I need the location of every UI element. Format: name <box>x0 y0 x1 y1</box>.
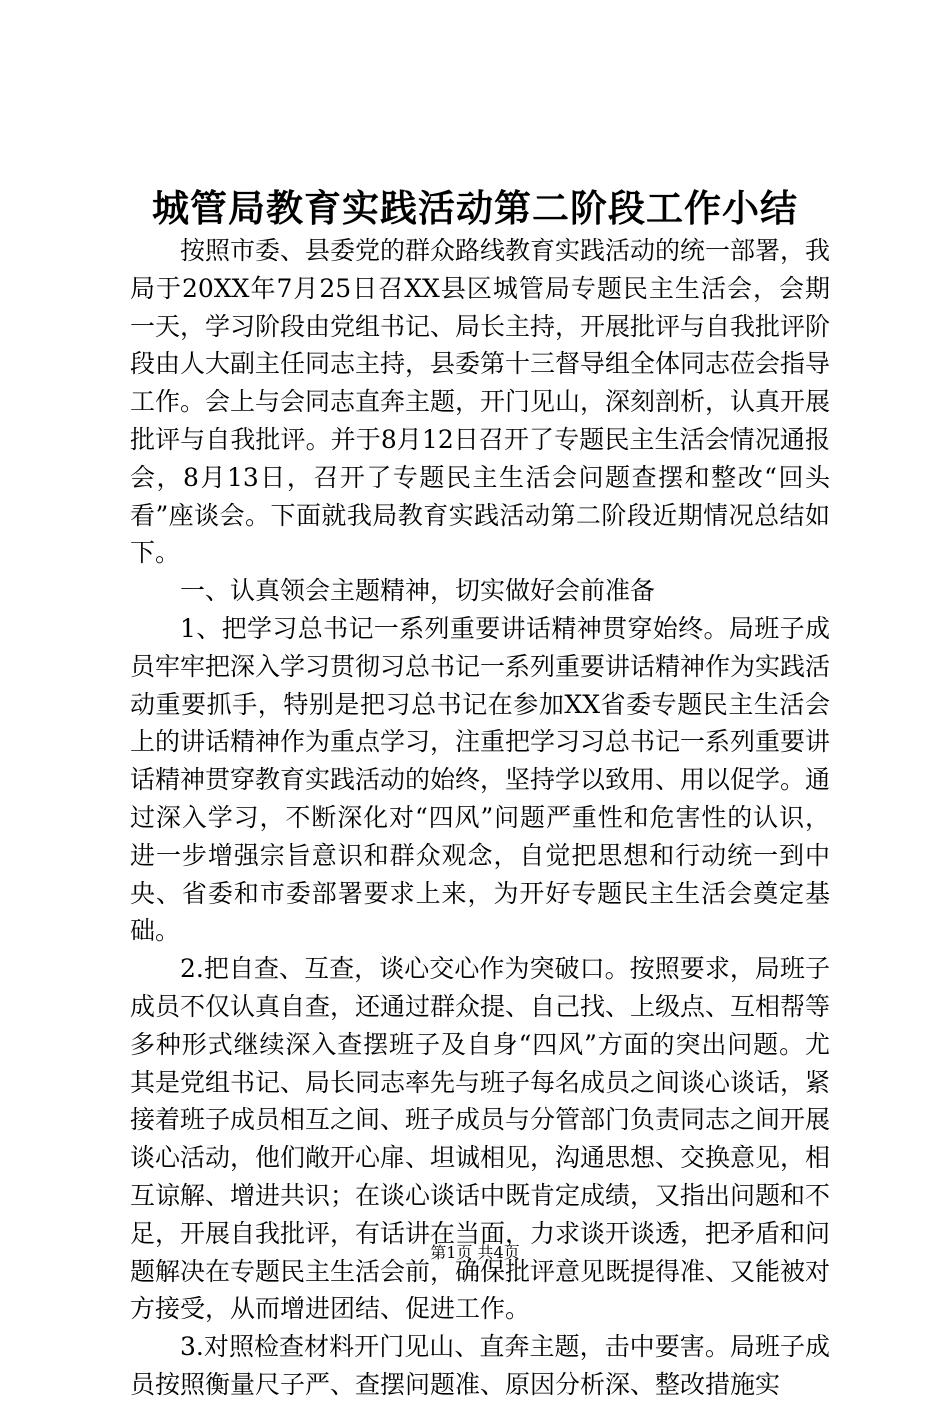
paragraph-item-3: 3.对照检查材料开门见山、直奔主题，击中要害。局班子成员按照衡量尺子严、查摆问题准、原因分析深、整改措施实 <box>130 1332 830 1399</box>
paragraph-item-1: 1、把学习总书记一系列重要讲话精神贯穿始终。局班子成员牢牢把深入学习贯彻习总书记一系列重要讲话精神作为实践活动重要抓手，特别是把习总书记在参加XX省委专题民主生活会上的讲话精神作为重点学习，注重把学习习总书记一系列重要讲话精神贯穿教育实践活动的始终，坚持学以致用、用以促学。通过深入学习，不断深化对“四风”问题严重性和危害性的认识，进一步增强宗旨意识和群众观念，自觉把思想和行动统一到中央、省委和市委部署要求上来，为开好专题民主生活会奠定基础。 <box>130 613 831 946</box>
document-body <box>130 232 830 1404</box>
page-number-footer: 第1页 共4页 <box>430 1243 520 1262</box>
paragraph-intro: 按照市委、县委党的群众路线教育实践活动的统一部署，我局于20XX年7月25日召XX县区城管局专题民主生活会，会期一天，学习阶段由党组书记、局长主持，开展批评与自我批评阶段由人大副主任同志主持，县委第十三督导组全体同志莅会指导工作。会上与会同志直奔主题，开门见山，深刻剖析，认真开展批评与自我批评。并于8月12日召开了专题民主生活会情况通报会，8月13日，召开了专题民主生活会问题查摆和整改“回头看”座谈会。下面就我局教育实践活动第二阶段近期情况总结如下。 <box>130 236 831 568</box>
document-title: 城管局教育实践活动第二阶段工作小结 <box>152 186 798 230</box>
section-heading-1: 一、认真领会主题精神，切实做好会前准备 <box>180 576 656 606</box>
paragraph-item-2: 2.把自查、互查，谈心交心作为突破口。按照要求，局班子成员不仅认真自查，还通过群众提、自己找、上级点、互相帮等多种形式继续深入查摆班子及自身“四风”方面的突出问题。尤其是党组书记、局长同志率先与班子每名成员之间谈心谈话，紧接着班子成员相互之间、班子成员与分管部门负责同志之间开展谈心活动，他们敞开心扉、坦诚相见，沟通思想、交换意见，相互谅解、增进共识；在谈心谈话中既肯定成绩，又指出问题和不足，开展自我批评，有话讲在当面，力求谈开谈透，把矛盾和问题解决在专题民主生活会前，确保批评意见既提得准、又能被对方接受，从而增进团结、促进工作。 <box>130 954 831 1324</box>
